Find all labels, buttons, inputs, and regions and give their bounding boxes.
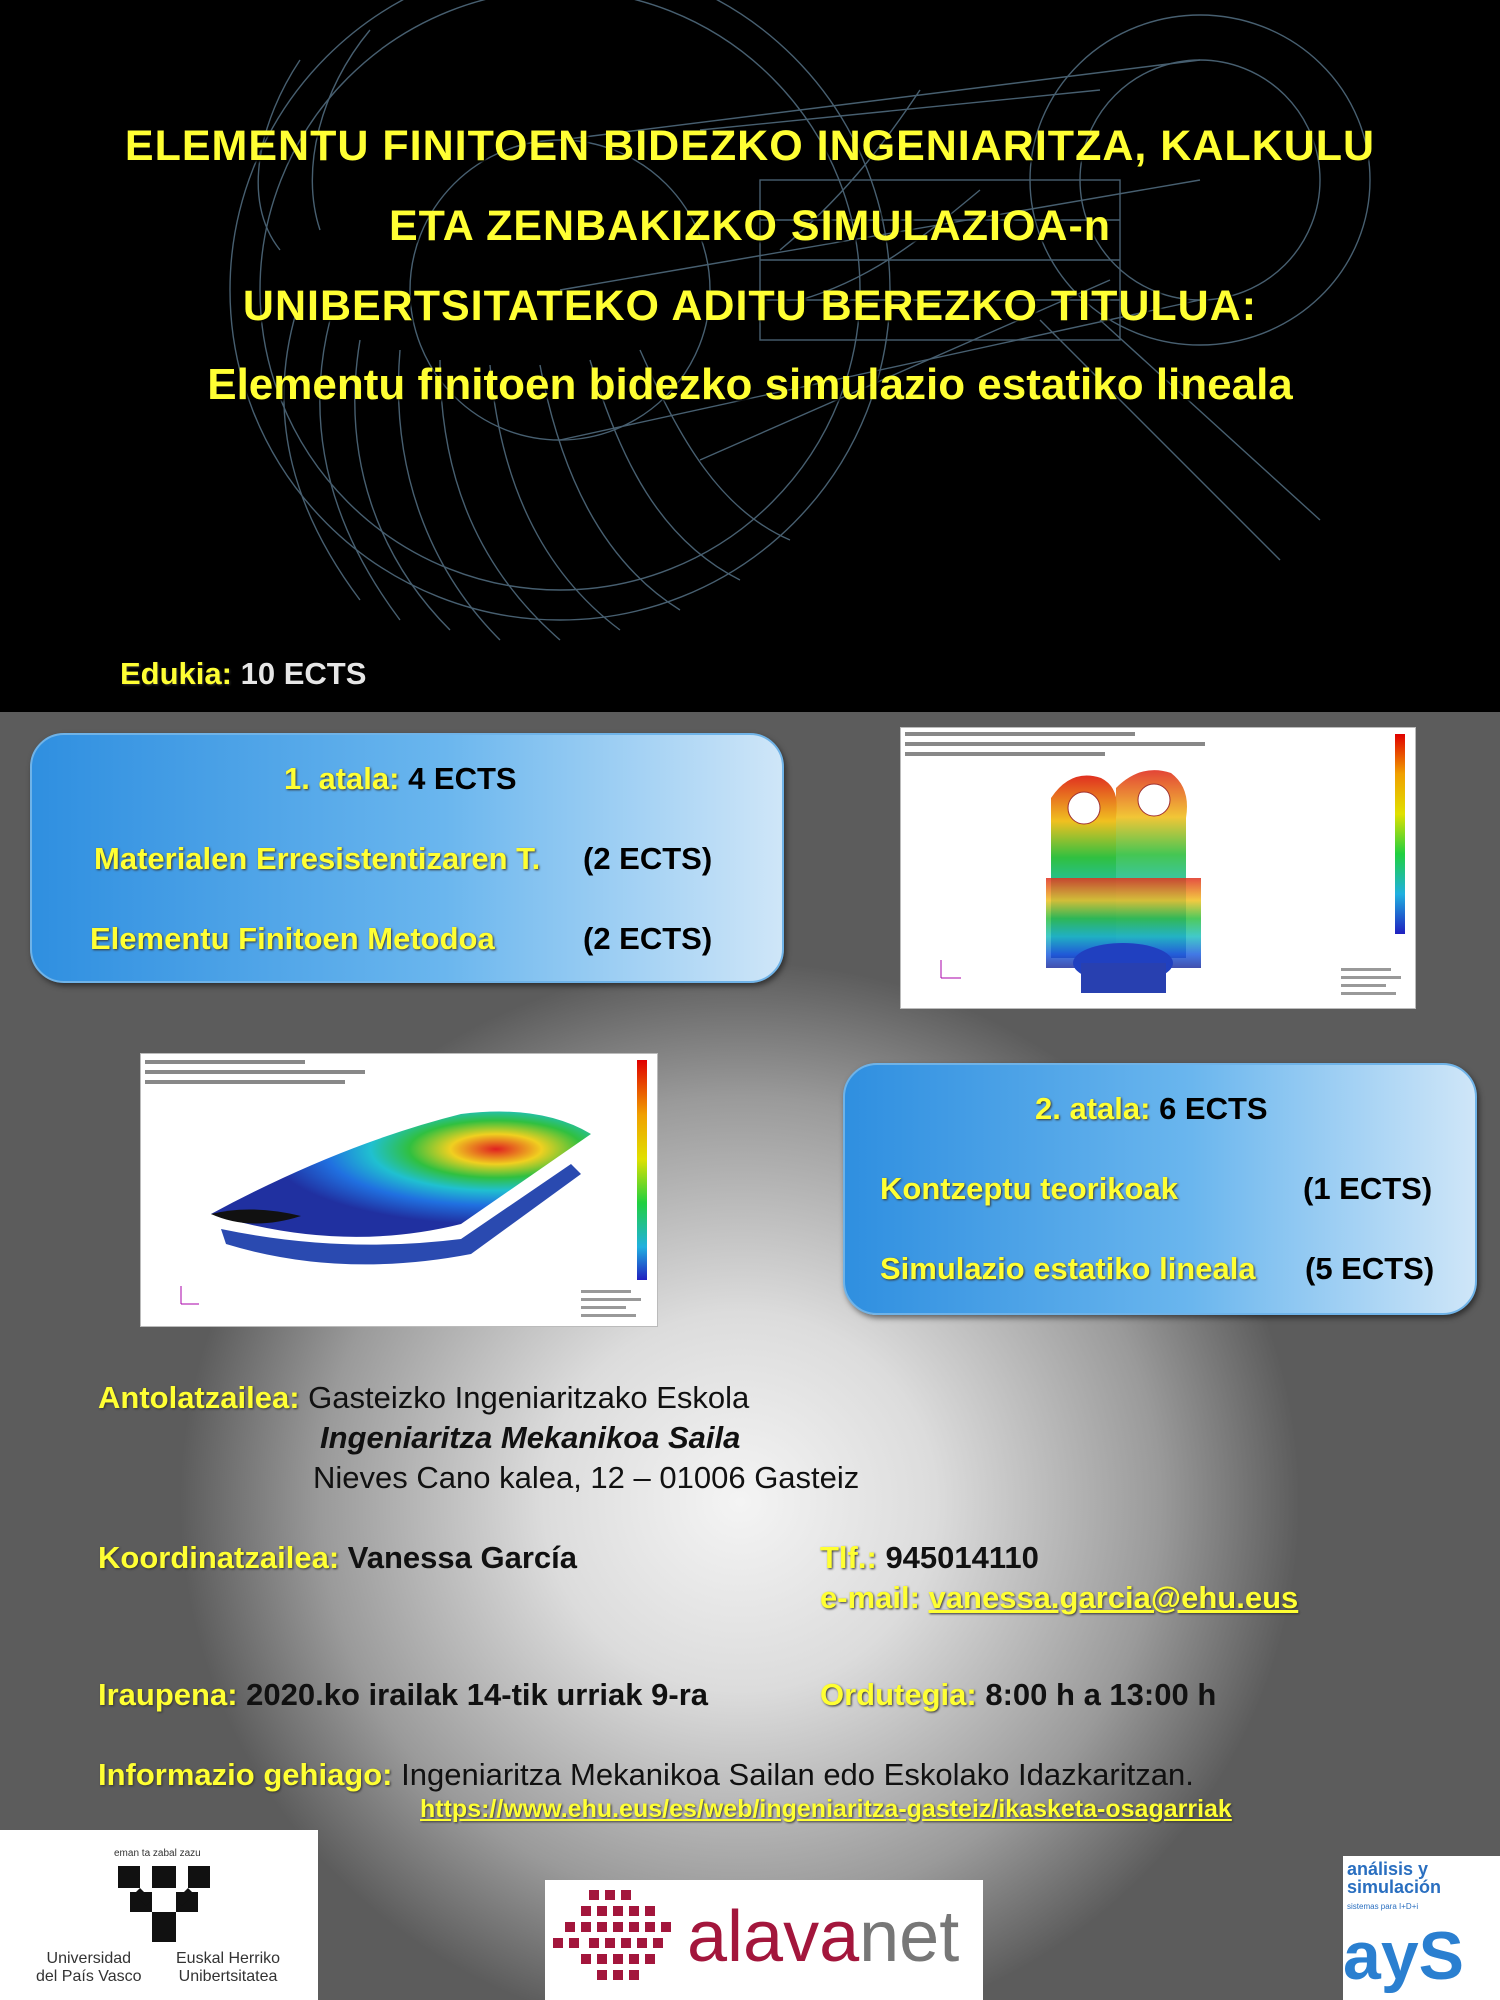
title-line-1: ELEMENTU FINITOEN BIDEZKO INGENIARITZA, KALKULU [124, 122, 1376, 170]
koordinatzailea-label: Koordinatzailea: [98, 1540, 340, 1575]
upv-basque-name [176, 1950, 280, 1986]
ordutegia-line [820, 1677, 1216, 1713]
ays-line-2: simulación [1347, 1877, 1442, 1897]
atala-1-box [30, 733, 784, 983]
edukia-label: Edukia: [120, 656, 232, 691]
atala-1-heading [284, 761, 517, 797]
alavanet-pixel-emblem [549, 1886, 679, 1996]
atala-1-item-2-name: Elementu Finitoen Metodoa [90, 921, 495, 956]
antolatzailea-address: Nieves Cano kalea, 12 – 01006 Gasteiz [313, 1460, 860, 1495]
alavanet-wordmark [687, 1892, 959, 1982]
tlf-line [820, 1540, 1039, 1576]
atala-1-item-1-ects: (2 ECTS) [583, 841, 713, 876]
informazioa-label: Informazio gehiago: [98, 1757, 393, 1792]
upv-motto: eman ta zabal zazu [114, 1848, 201, 1859]
title-line-4: Elementu finitoen bidezko simulazio estatiko lineala [207, 360, 1293, 409]
atala-2-box [843, 1063, 1477, 1315]
ays-logo [1343, 1856, 1500, 2000]
atala-1-label: 1. atala: [284, 761, 400, 796]
koordinatzailea-value: Vanessa García [347, 1540, 578, 1575]
atala-2-heading [1035, 1091, 1268, 1127]
iraupena-label: Iraupena: [98, 1677, 238, 1712]
fem-result-image-2 [140, 1053, 658, 1327]
antolatzailea-school: Gasteizko Ingeniaritzako Eskola [308, 1380, 750, 1415]
edukia-line [120, 656, 366, 692]
iraupena-value: 2020.ko irailak 14-tik urriak 9-ra [246, 1677, 708, 1712]
atala-1-item-2-ects: (2 ECTS) [583, 921, 713, 956]
upv-tree-emblem [112, 1860, 216, 1946]
atala-2-item-1-ects: (1 ECTS) [1303, 1171, 1433, 1206]
koordinatzailea-line [98, 1540, 577, 1576]
email-link[interactable]: vanessa.garcia@ehu.eus [928, 1580, 1299, 1615]
ordutegia-value: 8:00 h a 13:00 h [985, 1677, 1217, 1712]
atala-2-item-2-ects: (5 ECTS) [1305, 1251, 1435, 1286]
ays-line-1: análisis y [1347, 1859, 1429, 1879]
title-line-2: ETA ZENBAKIZKO SIMULAZIOA-n [388, 202, 1112, 250]
upv-right-line-1: Euskal Herriko [176, 1950, 281, 1967]
header-banner [0, 0, 1500, 712]
ays-mark: ayS [1343, 1918, 1464, 1994]
antolatzailea-line-1 [98, 1380, 749, 1416]
upv-spanish-name [36, 1950, 142, 1986]
atala-2-item-1-name: Kontzeptu teorikoak [880, 1171, 1178, 1206]
informazioa-url-link[interactable]: https://www.ehu.eus/es/web/ingeniaritza-gasteiz/ikasketa-osagarriak [420, 1795, 1232, 1823]
title-line-3: UNIBERTSITATEKO ADITU BEREZKO TITULUA: [242, 282, 1258, 330]
alavanet-text-net: net [859, 1897, 960, 1977]
upv-ehu-logo [0, 1830, 318, 2000]
ays-line-3: sistemas para I+D+i [1347, 1902, 1419, 1911]
alavanet-text-alava: alava [687, 1897, 860, 1977]
atala-2-label: 2. atala: [1035, 1091, 1151, 1126]
tlf-value: 945014110 [885, 1540, 1039, 1575]
atala-2-value: 6 ECTS [1159, 1091, 1268, 1126]
atala-1-item-1-name: Materialen Erresistentizaren T. [94, 841, 541, 876]
ordutegia-label: Ordutegia: [820, 1677, 977, 1712]
upv-right-line-2: Unibertsitatea [178, 1968, 278, 1985]
informazioa-line [98, 1757, 1194, 1793]
upv-left-line-1: Universidad [46, 1950, 132, 1967]
tlf-label: Tlf.: [820, 1540, 877, 1575]
email-line [820, 1580, 1298, 1616]
atala-2-item-2-name: Simulazio estatiko lineala [880, 1251, 1256, 1286]
atala-1-value: 4 ECTS [408, 761, 517, 796]
iraupena-line [98, 1677, 708, 1713]
antolatzailea-department: Ingeniaritza Mekanikoa Saila [320, 1420, 741, 1455]
engine-wireframe-image [0, 0, 1500, 712]
upv-left-line-2: del País Vasco [36, 1968, 142, 1985]
edukia-value: 10 ECTS [240, 656, 367, 691]
fem-result-image-1 [900, 727, 1416, 1009]
email-label: e-mail: [820, 1580, 920, 1615]
informazioa-value: Ingeniaritza Mekanikoa Sailan edo Eskolako Idazkaritzan. [401, 1757, 1194, 1792]
antolatzailea-label: Antolatzailea: [98, 1380, 300, 1415]
alavanet-logo [545, 1880, 983, 2000]
